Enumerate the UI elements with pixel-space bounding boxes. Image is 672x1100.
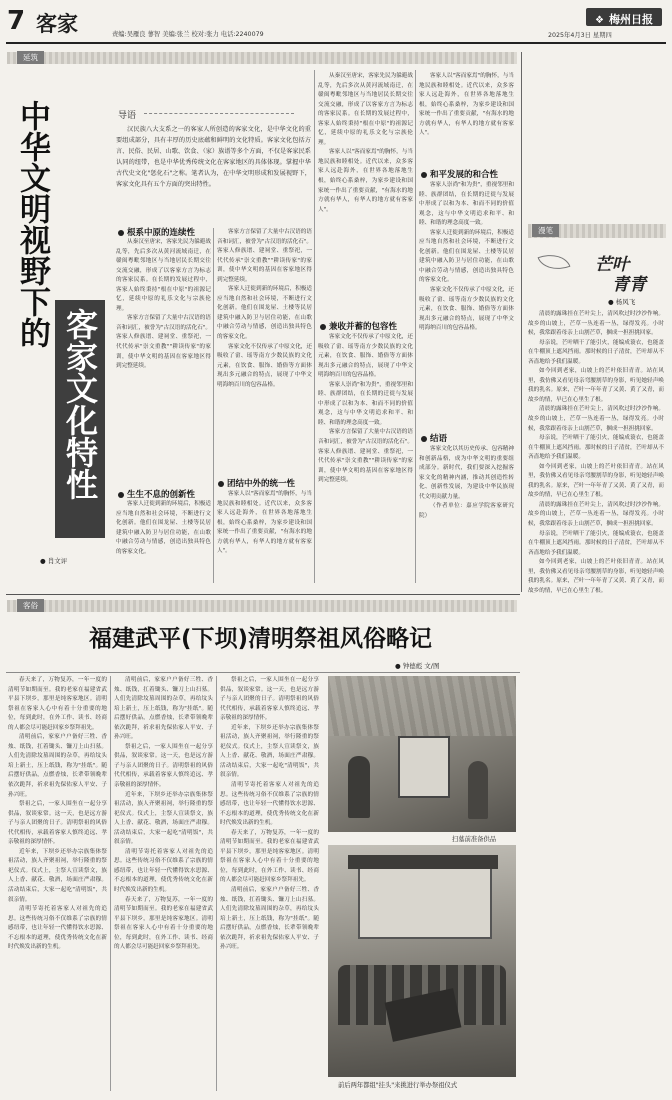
article-subtitle: 客家文化特性 bbox=[61, 308, 99, 500]
photo-tombstone bbox=[398, 736, 450, 798]
photo-caption-top: 扫墓前准备供品 bbox=[452, 836, 497, 843]
side-tag-banner bbox=[528, 224, 666, 238]
side-essay-body: 清晨的露珠挂在芒叶尖上，清风吹过时沙沙作响。故乡的山坡上，芒草一丛连着一丛，绿得发亮。小时候，我常跟着母亲上山割芒草，捆成一担担挑回家。 母亲说，芒叶晒干了能引火，能编成蓑衣，也能盖在牛棚顶上遮风挡雨。那时候的日子清贫，芒叶却从不吝啬地给予我们温暖。 如今回到老家，山坡上的芒叶依旧青青。站在风里，我仿佛又看见母亲弯腰割草的身影，听见她轻声唤我的乳名。原来，芒叶一年年青了又黄、黄了又青，而故乡的情，早已在心里生了根。 清晨的露珠挂在芒叶尖上，清风吹过时沙沙作响。故乡的山坡上，芒草一丛连着一丛，绿得发亮。小时候，我常跟着母亲上山割芒草，捆成一担担挑回家。 母亲说，芒叶晒干了能引火，能编成蓑衣，也能盖在牛棚顶上遮风挡雨。那时候的日子清贫，芒叶却从不吝啬地给予我们温暖。 如今回到老家，山坡上的芒叶依旧青青。站在风里，我仿佛又看见母亲弯腰割草的身影，听见她轻声唤我的乳名。原来，芒叶一年年青了又黄、黄了又青，而故乡的情，早已在心里生了根。 清晨的露珠挂在芒叶尖上，清风吹过时沙沙作响。故乡的山坡上，芒草一丛连着一丛，绿得发亮。小时候，我常跟着母亲上山割芒草，捆成一担担挑回家。 母亲说，芒叶晒干了能引火，能编成蓑衣，也能盖在牛棚顶上遮风挡雨。那时候的日子清贫，芒叶却从不吝啬地给予我们温暖。 如今回到老家，山坡上的芒叶依旧青青。站在风里，我仿佛又看见母亲弯腰割草的身影，听见她轻声唤我的乳名。原来，芒叶一年年青了又黄、黄了又青，而故乡的情，早已在心里生了根。 bbox=[528, 311, 664, 594]
article-author: ● 肖文评 bbox=[40, 557, 68, 565]
section-body: 客家人以"客而家焉"的胸怀，与当地民族和睦相处。近代以来，众多客家人远赴海外，在世界各地落地生根，始终心系桑梓，为家乡建设和国家统一作出了重要贡献，"有海水的地方就有华人，有华人的地方就有客家人"。 bbox=[217, 491, 312, 555]
bottom-column-tag: 客俗 bbox=[17, 599, 44, 612]
intro-text bbox=[116, 124, 311, 222]
staff-line: 责编:吴雁良 蓼智 美编:张兰 校对:张力 电话:2240079 bbox=[112, 31, 264, 38]
photo-building-roof bbox=[348, 855, 498, 869]
section-body-continued: 客家方言保留了大量中古汉语的语音和词汇，被誉为"古汉语的活化石"。客家人修族谱、建祠堂、重祭祀，一代代传承"崇文重教""耕读传家"的家训，使中华文明的基因在客家地区得到完整延续。 客家人迁徙到新的环境后，积极适应当地自然和社会环境，不断进行文化创新。他们在围龙屋、土楼等民居建筑中融入防卫与居住功能，在山歌中融合劳动与情感，创造出独具特色的客家文化。 客家文化不仅传承了中原文化，还吸收了畲、瑶等南方少数民族的文化元素，在饮食、服饰、婚俗等方面体现出多元融合的特点，展现了中华文明海纳百川的包容品格。 bbox=[217, 229, 312, 388]
intro-paragraph: 汉民族八大支系之一的客家人所创造的客家文化，是中华文化的重要组成部分，具有丰厚的历史底蕴和鲜明的文化特质。客家文化包括方言、民俗、民居、山歌、饮食、（家）族谱等多个方面，不仅是客家民系认同的纽带，也是中华优秀传统文化在客家地区的具体体现。掌握中华古代史文化"惩化石"之称。笔者认为，在中华文明形成和发展视野下，客家文化具有五个方面的突出特性。 bbox=[116, 126, 311, 188]
section-body-continued: 客家人以"客而家焉"的胸怀，与当地民族和睦相处。近代以来，众多客家人远赴海外，在世界各地落地生根，始终心系桑梓，为家乡建设和国家统一作出了重要贡献，"有海水的地方就有华人，有华人的地方就有客家人"。 bbox=[419, 73, 514, 137]
photo-person bbox=[348, 756, 370, 818]
logo-mark-icon: ❖ bbox=[594, 15, 604, 26]
column-tag-banner bbox=[7, 52, 517, 64]
photo-building bbox=[358, 865, 492, 939]
side-essay-title-1: 芒叶 bbox=[595, 255, 629, 275]
bullet-icon bbox=[118, 492, 124, 498]
bottom-body: 清明前后，家家户户备好三牲、香烛、纸钱，扛着锄头、镰刀上山扫墓。人们先清除坟墓周围的杂草，再给坟头培上新土，压上纸钱，称为"挂纸"。随后摆好供品，点燃香烛，长辈带领晚辈依次跪拜，祈求祖先保佑家人平安、子孙兴旺。 祭祖之后，一家人围坐在一起分享供品，叙谈家常。这一天，也是远方游子与亲人团聚的日子。清明祭祖的风俗代代相传，承载着客家人慎终追远、孝亲敬祖的深厚情怀。 近年来，下坝乡还举办宗族集体祭祖活动，族人齐聚祖祠，举行隆重的祭祀仪式。仪式上，主祭人宣读祭文，族人上香、献花、敬酒，场面庄严肃穆。活动结束后，大家一起吃"清明饭"，共叙亲情。 清明节寄托着客家人对祖先的追思。这些传统习俗不仅维系了宗族的情感纽带，也让年轻一代懂得饮水思源、不忘根本的道理，使优秀传统文化在新时代焕发出新的生机。 春天来了，万物复苏，一年一度的清明节如期而至。我的老家在福建省武平县下坝乡，那里是纯客家地区。清明祭祖在客家人心中有着十分重要的地位，每到此时，在外工作、读书、经商的人都会尽可能赶回家乡祭拜祖先。 bbox=[114, 677, 213, 951]
section-body: 客家人迁徙到新的环境后，积极适应当地自然和社会环境，不断进行文化创新。他们在围龙屋、土楼等民居建筑中融入防卫与居住功能，在山歌中融合劳动与情感，创造出独具特色的客家文化。 bbox=[116, 501, 211, 555]
section-heading: 根系中原的连续性 bbox=[118, 226, 195, 238]
side-essay-title-2: 青青 bbox=[612, 275, 646, 295]
photo-caption-bottom: 前后两年都组"挂头"来挑进行举办祭祖仪式 bbox=[338, 1082, 458, 1089]
photo-top bbox=[328, 676, 516, 832]
bullet-icon bbox=[421, 172, 427, 178]
section-body-continued: 从秦汉至唐宋，客家先民为躲避战乱等，先后多次从黄河流域南迁，在赣闽粤毗邻地区与当地居民长期交往交流交融，形成了以客家方言为标志的客家民系。在长期的发展过程中，客家人始终秉持"根在中原"的祖源记忆，延续中原的礼乐文化与宗族伦理。 客家人以"客而家焉"的胸怀，与当地民族和睦相处。近代以来，众多客家人远赴海外，在世界各地落地生根，始终心系桑梓，为家乡建设和国家统一作出了重要贡献，"有海水的地方就有华人，有华人的地方就有客家人"。 bbox=[318, 73, 413, 213]
conclusion-body: 客家文化以其历史传承、包容精神和创新品格，成为中华文明的重要组成部分。新时代，我们要深入挖掘客家文化的精神内涵，推动其创造性转化、创新性发展，为建设中华民族现代文明贡献力量。 （作者单位：嘉应学院客家研究院） bbox=[419, 446, 514, 519]
intro-label-ornament bbox=[144, 113, 294, 114]
conclusion-heading: 结语 bbox=[421, 432, 447, 444]
masthead bbox=[0, 0, 672, 43]
side-column-tag: 漫笔 bbox=[532, 224, 559, 237]
section-heading: 兼收并蓄的包容性 bbox=[320, 320, 397, 332]
bullet-icon bbox=[118, 230, 124, 236]
page-number: 7 bbox=[7, 6, 26, 36]
photo-person bbox=[468, 761, 488, 819]
photo-trees bbox=[328, 676, 516, 736]
section-heading: 生生不息的创新性 bbox=[118, 488, 195, 500]
section-heading: 和平发展的和合性 bbox=[421, 168, 498, 180]
column-tag: 延筑 bbox=[17, 51, 44, 64]
side-essay-author: ● 杨风飞 bbox=[608, 298, 636, 306]
section-heading: 团结中外的统一性 bbox=[218, 477, 295, 489]
intro-label: 导语 bbox=[118, 111, 137, 121]
bottom-article-title: 福建武平(下坝)清明祭祖风俗略记 bbox=[88, 626, 433, 652]
bullet-icon bbox=[421, 436, 427, 442]
leaf-ornament-icon bbox=[537, 248, 570, 276]
issue-date: 2025年4月3日 星期四 bbox=[548, 32, 612, 39]
section-body: 客家文化不仅传承了中原文化，还吸收了畲、瑶等南方少数民族的文化元素，在饮食、服饰、婚俗等方面体现出多元融合的特点，展现了中华文明海纳百川的包容品格。 客家人崇尚"和为贵"，重视邻里和睦、族群团结，在长期的迁徙与发展中形成了以和为本、和而不同的价值观念，这与中华文明追求和平、和睦、和谐的理念高度一致。 客家方言保留了大量中古汉语的语音和词汇，被誉为"古汉语的活化石"。客家人修族谱、建祠堂、重祭祀，一代代传承"崇文重教""耕读传家"的家训，使中华文明的基因在客家地区得到完整延续。 bbox=[318, 334, 413, 484]
bottom-article-author: ● 钟德彪 文/图 bbox=[395, 662, 440, 670]
section-label: 客家 bbox=[36, 12, 78, 36]
section-body: 客家人崇尚"和为贵"，重视邻里和睦、族群团结，在长期的迁徙与发展中形成了以和为本、和而不同的价值观念，这与中华文明追求和平、和睦、和谐的理念高度一致。 客家人迁徙到新的环境后，积极适应当地自然和社会环境，不断进行文化创新。他们在围龙屋、土楼等民居建筑中融入防卫与居住功能，在山歌中融合劳动与情感，创造出独具特色的客家文化。 客家文化不仅传承了中原文化，还吸收了畲、瑶等南方少数民族的文化元素，在饮食、服饰、婚俗等方面体现出多元融合的特点，展现了中华文明海纳百川的包容品格。 bbox=[419, 182, 514, 332]
article-title: 中华文明视野下的 bbox=[14, 100, 50, 348]
bullet-icon bbox=[218, 481, 224, 487]
paper-logo bbox=[586, 8, 662, 26]
bullet-icon bbox=[320, 324, 326, 330]
bottom-body: 祭祖之后，一家人围坐在一起分享供品，叙谈家常。这一天，也是远方游子与亲人团聚的日子。清明祭祖的风俗代代相传，承载着客家人慎终追远、孝亲敬祖的深厚情怀。 近年来，下坝乡还举办宗族集体祭祖活动，族人齐聚祖祠，举行隆重的祭祀仪式。仪式上，主祭人宣读祭文，族人上香、献花、敬酒，场面庄严肃穆。活动结束后，大家一起吃"清明饭"，共叙亲情。 清明节寄托着客家人对祖先的追思。这些传统习俗不仅维系了宗族的情感纽带，也让年轻一代懂得饮水思源、不忘根本的道理，使优秀传统文化在新时代焕发出新的生机。 春天来了，万物复苏，一年一度的清明节如期而至。我的老家在福建省武平县下坝乡，那里是纯客家地区。清明祭祖在客家人心中有着十分重要的地位，每到此时，在外工作、读书、经商的人都会尽可能赶回家乡祭拜祖先。 清明前后，家家户户备好三牲、香烛、纸钱，扛着锄头、镰刀上山扫墓。人们先清除坟墓周围的杂草，再给坟头培上新土，压上纸钱，称为"挂纸"。随后摆好供品，点燃香烛，长辈带领晚辈依次跪拜，祈求祖先保佑家人平安、子孙兴旺。 bbox=[220, 677, 319, 951]
paper-name: 梅州日报 bbox=[609, 13, 654, 26]
section-body: 从秦汉至唐宋，客家先民为躲避战乱等，先后多次从黄河流域南迁，在赣闽粤毗邻地区与当地居民长期交往交流交融，形成了以客家方言为标志的客家民系。在长期的发展过程中，客家人始终秉持"根在中原"的祖源记忆，延续中原的礼乐文化与宗族伦理。 客家方言保留了大量中古汉语的语音和词汇，被誉为"古汉语的活化石"。客家人修族谱、建祠堂、重祭祀，一代代传承"崇文重教""耕读传家"的家训，使中华文明的基因在客家地区得到完整延续。 bbox=[116, 239, 211, 370]
bottom-tag-banner bbox=[7, 600, 517, 612]
bottom-body: 春天来了，万物复苏，一年一度的清明节如期而至。我的老家在福建省武平县下坝乡，那里是纯客家地区。清明祭祖在客家人心中有着十分重要的地位，每到此时，在外工作、读书、经商的人都会尽可能赶回家乡祭拜祖先。 清明前后，家家户户备好三牲、香烛、纸钱，扛着锄头、镰刀上山扫墓。人们先清除坟墓周围的杂草，再给坟头培上新土，压上纸钱，称为"挂纸"。随后摆好供品，点燃香烛，长辈带领晚辈依次跪拜，祈求祖先保佑家人平安、子孙兴旺。 祭祖之后，一家人围坐在一起分享供品，叙谈家常。这一天，也是远方游子与亲人团聚的日子。清明祭祖的风俗代代相传，承载着客家人慎终追远、孝亲敬祖的深厚情怀。 近年来，下坝乡还举办宗族集体祭祖活动，族人齐聚祖祠，举行隆重的祭祀仪式。仪式上，主祭人宣读祭文，族人上香、献花、敬酒，场面庄严肃穆。活动结束后，大家一起吃"清明饭"，共叙亲情。 清明节寄托着客家人对祖先的追思。这些传统习俗不仅维系了宗族的情感纽带，也让年轻一代懂得饮水思源、不忘根本的道理，使优秀传统文化在新时代焕发出新的生机。 bbox=[8, 677, 107, 951]
photo-bottom bbox=[328, 845, 516, 1077]
